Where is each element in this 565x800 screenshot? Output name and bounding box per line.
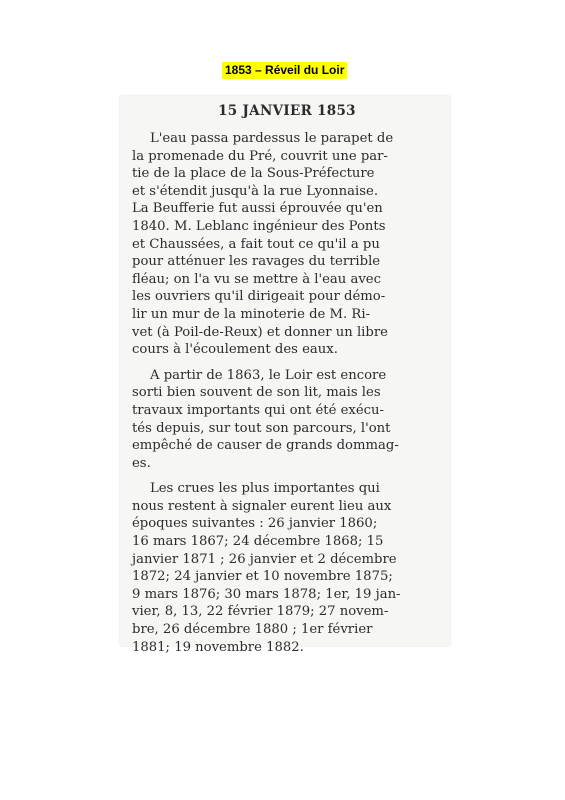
clipping-text [132,102,442,664]
clipping-line: La Beufferie fut aussi éprouvée qu'en [132,201,383,217]
clipping-line: tés depuis, sur tout son parcours, l'ont [132,420,391,436]
clipping-line: empêché de causer de grands dommag- [132,438,399,454]
newspaper-clipping [120,96,450,655]
clipping-line: es. [132,455,151,471]
clipping-line: vier, 8, 13, 22 février 1879; 27 novem- [132,604,389,620]
page-title: 1853 – Réveil du Loir [222,62,347,79]
clipping-line: janvier 1871 ; 26 janvier et 2 décembre [132,551,397,567]
clipping-paragraph [132,130,442,359]
clipping-line: 1881; 19 novembre 1882. [132,639,304,655]
clipping-line: et Chaussées, a fait tout ce qu'il a pu [132,236,380,252]
clipping-line: les ouvriers qu'il dirigeait pour démo- [132,289,386,305]
clipping-line: Les crues les plus importantes qui [150,481,380,497]
clipping-line: fléau; on l'a vu se mettre à l'eau avec [132,271,381,287]
clipping-line: 1840. M. Leblanc ingénieur des Ponts [132,218,386,234]
clipping-line: lir un mur de la minoterie de M. Ri- [132,306,371,322]
clipping-line: travaux importants qui ont été exécu- [132,402,384,418]
clipping-line: cours à l'écoulement des eaux. [132,342,338,358]
clipping-line: nous restent à signaler eurent lieu aux [132,498,392,514]
clipping-line: 16 mars 1867; 24 décembre 1868; 15 [132,534,384,550]
clipping-line: A partir de 1863, le Loir est encore [150,367,387,383]
clipping-line: 1872; 24 janvier et 10 novembre 1875; [132,569,393,585]
clipping-paragraph [132,367,442,473]
clipping-line: L'eau passa pardessus le parapet de [150,131,394,146]
clipping-line: la promenade du Pré, couvrit une par- [132,148,388,164]
clipping-date: 15 JANVIER 1853 [218,103,356,119]
clipping-line: tie de la place de la Sous-Préfecture [132,166,375,182]
clipping-paragraph [132,480,442,656]
clipping-line: 9 mars 1876; 30 mars 1878; 1er, 19 jan- [132,586,401,602]
clipping-line: vet (à Poil-de-Reux) et donner un libre [132,324,388,340]
clipping-paragraphs [132,130,442,656]
clipping-line: bre, 26 décembre 1880 ; 1er février [132,622,373,638]
clipping-line: et s'étendit jusqu'à la rue Lyonnaise. [132,183,379,199]
clipping-line: sorti bien souvent de son lit, mais les [132,385,381,401]
clipping-line: époques suivantes : 26 janvier 1860; [132,516,378,532]
clipping-line: pour atténuer les ravages du terrible [132,254,381,270]
